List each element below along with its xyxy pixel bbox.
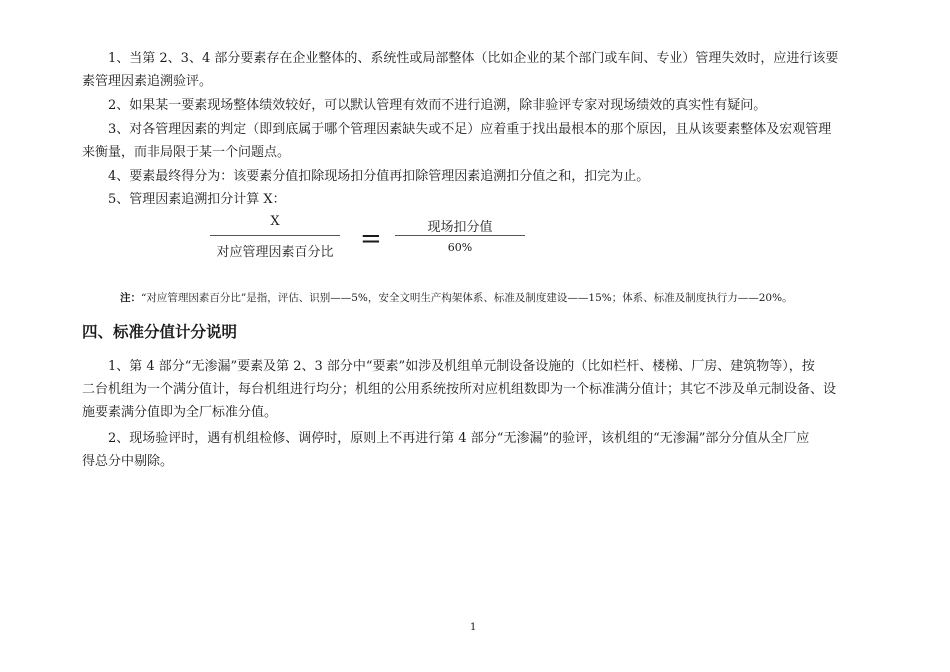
item-2-paragraph <box>82 94 872 117</box>
section-heading: 四、标准分值计分说明 <box>82 323 238 341</box>
item-4-paragraph <box>82 165 872 188</box>
left-fraction-bar <box>210 235 340 236</box>
note-text: “对应管理因素百分比”是指，评估、识别——5%，安全文明生产构架体系、标准及制度建设——15%；体系、标准及制度执行力——20%。 <box>141 292 793 304</box>
item-5-line-1: 5、管理因素追溯扣分计算 X： <box>108 192 286 207</box>
left-numerator: X <box>270 214 280 229</box>
section-item-1-line-1: 1、第 4 部分“无渗漏”要素及第 2、3 部分中“要素”如涉及机组单元制设备设施的（比如栏杆、楼梯、厂房、建筑物等），按 <box>108 359 815 374</box>
section-item-1-line-3: 施要素满分值即为全厂标准分值。 <box>82 405 278 420</box>
item-1-line-2: 素管理因素追溯验评。 <box>82 74 213 89</box>
section-item-2-paragraph <box>82 427 872 473</box>
note <box>120 291 900 305</box>
item-1-paragraph <box>82 47 872 93</box>
section-item-1-paragraph <box>82 355 872 424</box>
item-1-line-1: 1、当第 2、3、4 部分要素存在企业整体的、系统性或局部整体（比如企业的某个部门或车间、专业）管理失效时，应进行该要 <box>108 51 839 66</box>
right-fraction-bar <box>395 235 525 236</box>
right-denominator: 60% <box>447 241 473 254</box>
item-3-line-2: 来衡量，而非局限于某一个问题点。 <box>82 145 291 160</box>
note-label: 注： <box>120 292 141 304</box>
item-3-paragraph <box>82 118 872 164</box>
section-item-2-line-2: 得总分中剔除。 <box>82 454 174 469</box>
equals-sign: = <box>360 224 382 254</box>
item-2-line-1: 2、如果某一要素现场整体绩效较好，可以默认管理有效而不进行追溯，除非验评专家对现场绩效的真实性有疑问。 <box>108 98 767 113</box>
item-5-paragraph <box>82 188 872 211</box>
item-3-line-1: 3、对各管理因素的判定（即到底属于哪个管理因素缺失或不足）应着重于找出最根本的那个原因，且从该要素整体及宏观管理 <box>108 122 832 137</box>
left-denominator: 对应管理因素百分比 <box>216 245 334 260</box>
right-numerator: 现场扣分值 <box>427 220 493 235</box>
section-item-2-line-1: 2、现场验评时，遇有机组检修、调停时，原则上不再进行第 4 部分“无渗漏”的验评，该机组的“无渗漏”部分分值从全厂应 <box>108 431 810 446</box>
section-item-1-line-2: 二台机组为一个满分值计，每台机组进行均分；机组的公用系统按所对应机组数即为一个标准满分值计；其它不涉及单元制设备、设 <box>82 382 837 397</box>
item-4-line-1: 4、要素最终得分为：该要素分值扣除现场扣分值再扣除管理因素追溯扣分值之和，扣完为止。 <box>108 169 650 184</box>
page-number: 1 <box>470 622 477 633</box>
